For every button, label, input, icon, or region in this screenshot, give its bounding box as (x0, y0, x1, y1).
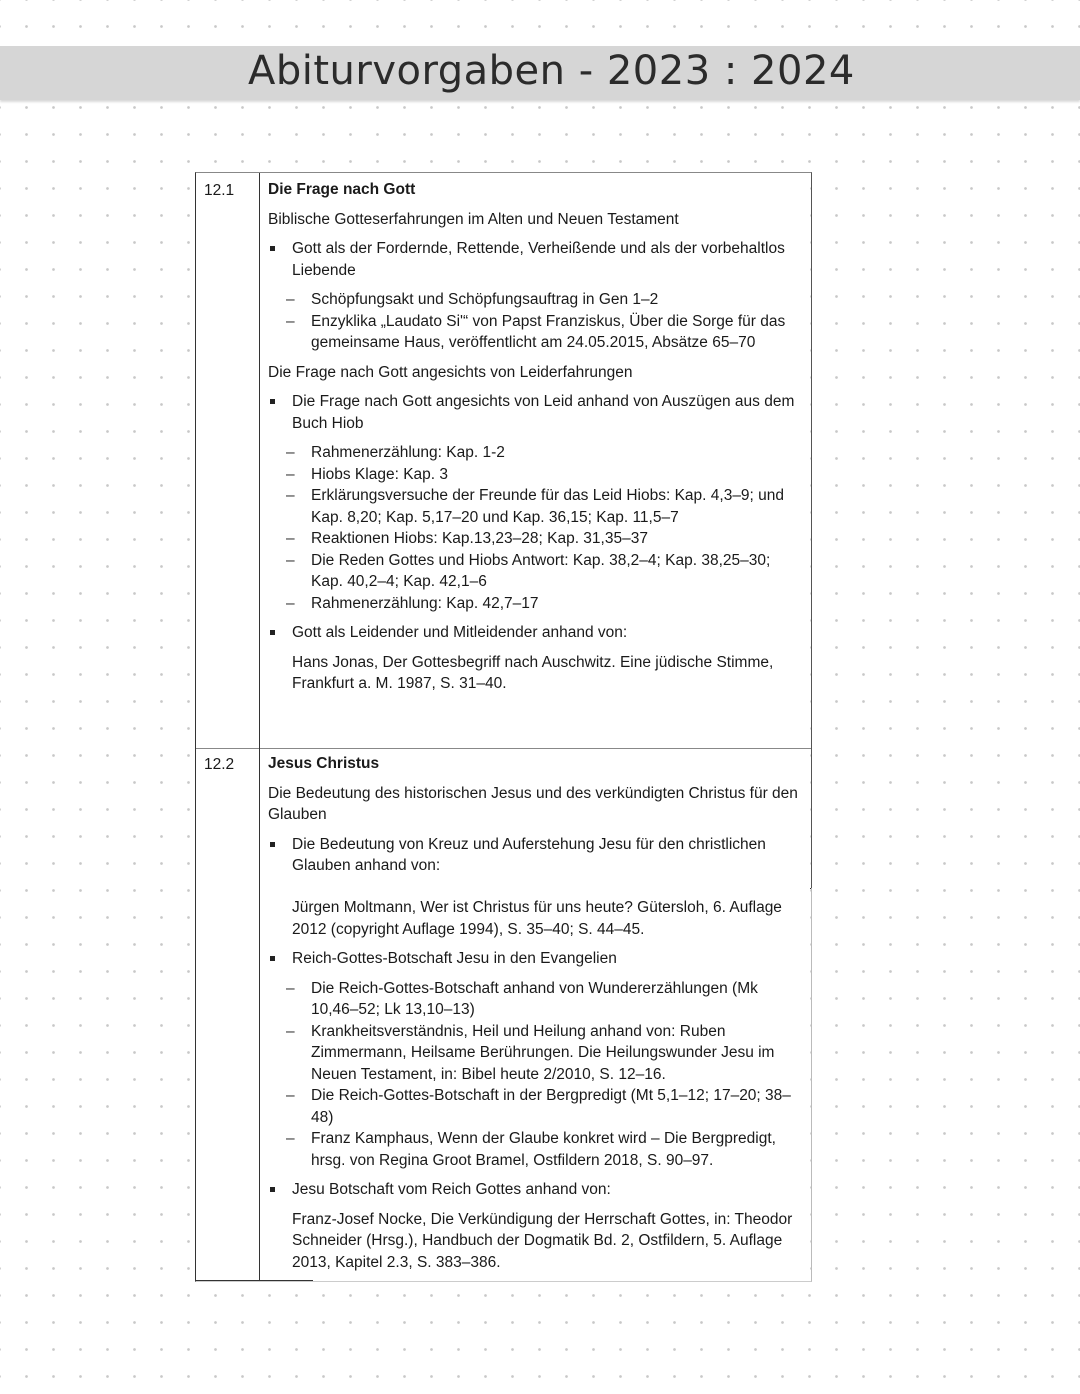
section-heading: Die Frage nach Gott (268, 181, 416, 198)
subtopic: Die Bedeutung des historischen Jesus und des verkündigten Christus für den Glauben (268, 784, 798, 823)
dash-item: – Rahmenerzählung: Kap. 42,7–17 (268, 593, 803, 615)
bullet-item: Die Bedeutung von Kreuz und Auferstehung Jesu für den christlichen Glauben anhand von: (268, 834, 803, 877)
section-content (268, 747, 803, 885)
dash-item: – Schöpfungsakt und Schöpfungsauftrag in Gen 1–2 (268, 289, 803, 311)
dash-item: – Reaktionen Hiobs: Kap.13,23–28; Kap. 31,35–37 (268, 528, 803, 550)
continuation-row (195, 888, 812, 1282)
section-number: 12.1 (204, 182, 235, 199)
dash-item: – Erklärungsversuche der Freunde für das Leid Hiobs: Kap. 4,3–9; und Kap. 8,20; Kap. 5,17–20 und Kap. 36,15; Kap. 11,5–7 (268, 485, 803, 528)
dash-item: – Hiobs Klage: Kap. 3 (268, 464, 803, 486)
dash-item: – Krankheitsverständnis, Heil und Heilung anhand von: Ruben Zimmermann, Heilsame Berührungen. Die Heilungswunder Jesu im Neuen Testament, in: Bibel heute 2/2010, S. 12–16. (268, 1021, 803, 1086)
bullet-item: Die Frage nach Gott angesichts von Leid anhand von Auszügen aus dem Buch Hiob (268, 391, 803, 434)
bullet-item: Gott als Leidender und Mitleidender anhand von: (268, 622, 803, 644)
section-row-12-1 (195, 172, 812, 749)
bullet-item: Reich-Gottes-Botschaft Jesu in den Evangelien (268, 948, 803, 970)
section-number: 12.2 (204, 756, 235, 773)
curriculum-table-part-2 (195, 888, 810, 1281)
reference-text: Franz-Josef Nocke, Die Verkündigung der Herrschaft Gottes, in: Theodor Schneider (Hrsg.), Handbuch der Dogmatik Bd. 2, Ostfildern, 5. Auflage 2013, Kapitel 2.3, S. 383–386. (292, 1210, 793, 1271)
subtopic: Die Frage nach Gott angesichts von Leiderfahrungen (268, 363, 633, 381)
reference-text: Jürgen Moltmann, Wer ist Christus für uns heute? Gütersloh, 6. Auflage 2012 (copyright Auflage 1994), S. 35–40; S. 44–45. (292, 899, 782, 938)
curriculum-table-part-1 (195, 172, 810, 888)
dash-item: – Enzyklika „Laudato Si'“ von Papst Franziskus, Über die Sorge für das gemeinsame Haus, veröffentlicht am 24.05.2015, Absätze 65–70 (268, 311, 803, 354)
section-number-cell (196, 173, 260, 748)
section-number-cell (196, 747, 260, 888)
dash-item: – Die Reden Gottes und Hiobs Antwort: Kap. 38,2–4; Kap. 38,25–30; Kap. 40,2–4; Kap. 42,1–6 (268, 550, 803, 593)
reference-text: Hans Jonas, Der Gottesbegriff nach Auschwitz. Eine jüdische Stimme, Frankfurt a. M. 1987, S. 31–40. (292, 653, 774, 692)
bullet-item: Gott als der Fordernde, Rettende, Verheißende und als der vorbehaltlos Liebende (268, 238, 803, 281)
title-banner (0, 46, 1080, 100)
section-heading: Jesus Christus (268, 755, 380, 772)
bullet-item: Jesu Botschaft vom Reich Gottes anhand von: (268, 1179, 803, 1201)
section-number-cell (196, 888, 260, 1281)
section-content (268, 897, 803, 1281)
dash-item: – Die Reich-Gottes-Botschaft anhand von Wundererzählungen (Mk 10,46–52; Lk 13,10–13) (268, 978, 803, 1021)
section-row-12-2 (195, 747, 812, 889)
section-content (268, 173, 803, 703)
dash-item: – Rahmenerzählung: Kap. 1-2 (268, 442, 803, 464)
dash-item: – Franz Kamphaus, Wenn der Glaube konkret wird – Die Bergpredigt, hrsg. von Regina Groot Bramel, Ostfildern 2018, S. 90–97. (268, 1128, 803, 1171)
dash-item: – Die Reich-Gottes-Botschaft in der Bergpredigt (Mt 5,1–12; 17–20; 38–48) (268, 1085, 803, 1128)
bottom-rule (195, 1280, 313, 1281)
subtopic: Biblische Gotteserfahrungen im Alten und Neuen Testament (268, 210, 679, 228)
page-title: Abiturvorgaben - 2023 : 2024 (248, 48, 855, 94)
